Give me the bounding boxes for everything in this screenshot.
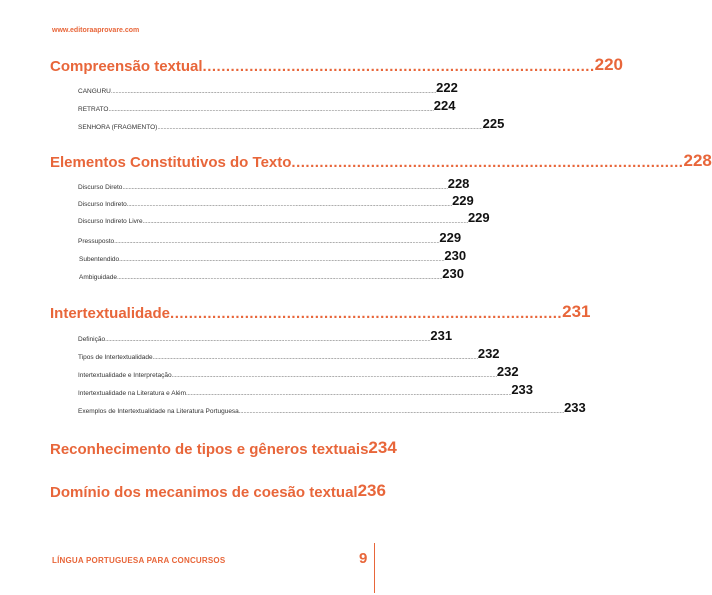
section-page: 234 — [368, 438, 397, 457]
toc-item — [78, 382, 534, 397]
site-url: www.editoraaprovare.com — [52, 27, 140, 34]
toc-item — [78, 116, 505, 131]
item-page: 233 — [564, 400, 586, 415]
item-page: 222 — [436, 80, 458, 95]
item-title: Discurso Indireto Livre — [78, 218, 143, 225]
dot-leader: ........................................................................................................................................................................................................................ — [110, 88, 437, 95]
toc-item — [79, 248, 467, 263]
item-page: 233 — [511, 382, 534, 397]
item-page: 224 — [433, 98, 456, 113]
toc-item — [78, 364, 519, 379]
dot-leader: ........................................................................................................................................................................................................................ — [238, 408, 565, 415]
dot-leader: ........................................................................................................................................................................................................................ — [108, 106, 434, 113]
section-title: Elementos Constitutivos do Texto — [50, 154, 292, 171]
toc-item — [78, 328, 453, 343]
toc-item — [78, 230, 462, 245]
item-title: RETRATO — [78, 106, 109, 113]
dot-leader: ........................................................................................................................................................................................................................ — [122, 184, 448, 191]
item-page: 229 — [452, 193, 474, 208]
item-title: Discurso Direto — [78, 184, 123, 191]
page-number: 9 — [359, 550, 368, 567]
toc-section — [50, 55, 623, 75]
dot-leader: ........................................................................................................................................................................................................................ — [114, 238, 440, 245]
dot-leader: ........................................................................................................................................................................................................................ — [105, 336, 431, 343]
item-title: Subentendido — [79, 256, 120, 263]
item-page: 232 — [496, 364, 519, 379]
section-page: 231 — [562, 302, 591, 321]
item-title: Discurso Indireto — [78, 201, 127, 208]
section-page: 220 — [594, 55, 623, 74]
toc-section — [50, 302, 591, 322]
item-page: 228 — [447, 176, 470, 191]
item-title: Intertextualidade na Literatura e Além — [78, 390, 187, 397]
item-page: 229 — [439, 230, 462, 245]
toc-item — [78, 210, 490, 225]
section-title: Intertextualidade — [50, 305, 171, 322]
section-title: Domínio dos mecanimos de coesão textual — [50, 484, 358, 501]
toc-item — [78, 400, 586, 415]
item-title: Ambiguidade — [79, 274, 117, 281]
item-title: Tipos de Intertextualidade — [78, 354, 153, 361]
dot-leader: ........................................................................................................................................................................................................................ — [171, 372, 497, 379]
toc-item — [78, 80, 458, 95]
dot-leader: ........................................................................................................................................................................................................................ — [157, 124, 483, 131]
item-page: 231 — [430, 328, 453, 343]
dot-leader: .................................................................................... — [170, 305, 563, 322]
item-title: Definição — [78, 336, 106, 343]
item-title: Intertextualidade e Interpretação — [78, 372, 172, 379]
toc-section — [50, 481, 386, 501]
item-page: 230 — [444, 248, 467, 263]
item-title: Pressuposto — [78, 238, 115, 245]
section-title: Reconhecimento de tipos e gêneros textuais — [50, 441, 369, 458]
dot-leader: ........................................................................................................................................................................................................................ — [186, 390, 512, 397]
toc-section — [50, 438, 397, 458]
dot-leader: .................................................................................... — [202, 58, 595, 75]
section-page: 228 — [683, 151, 712, 170]
dot-leader: .................................................................................... — [291, 154, 684, 171]
dot-leader: ........................................................................................................................................................................................................................ — [126, 201, 453, 208]
item-title: CANGURU — [78, 88, 111, 95]
item-title: Exemplos de Intertextualidade na Literatura Portuguesa — [78, 408, 239, 415]
dot-leader: ........................................................................................................................................................................................................................ — [119, 256, 445, 263]
footer-title: LÍNGUA PORTUGUESA PARA CONCURSOS — [52, 556, 226, 565]
item-page: 232 — [477, 346, 500, 361]
dot-leader: ........................................................................................................................................................................................................................ — [152, 354, 478, 361]
dot-leader: ........................................................................................................................................................................................................................ — [142, 218, 468, 225]
toc-item — [78, 176, 470, 191]
toc-item — [78, 98, 456, 113]
toc-item — [79, 266, 464, 281]
item-page: 229 — [467, 210, 490, 225]
toc-item — [78, 346, 500, 361]
item-page: 230 — [442, 266, 464, 281]
toc-section — [50, 151, 712, 171]
item-page: 225 — [482, 116, 505, 131]
section-title: Compreensão textual — [50, 58, 203, 75]
item-title: SENHORA (FRAGMENTO) — [78, 124, 158, 131]
footer-rule — [374, 543, 375, 593]
section-page: 236 — [357, 481, 386, 500]
dot-leader: ........................................................................................................................................................................................................................ — [116, 274, 443, 281]
toc-item — [78, 193, 474, 208]
